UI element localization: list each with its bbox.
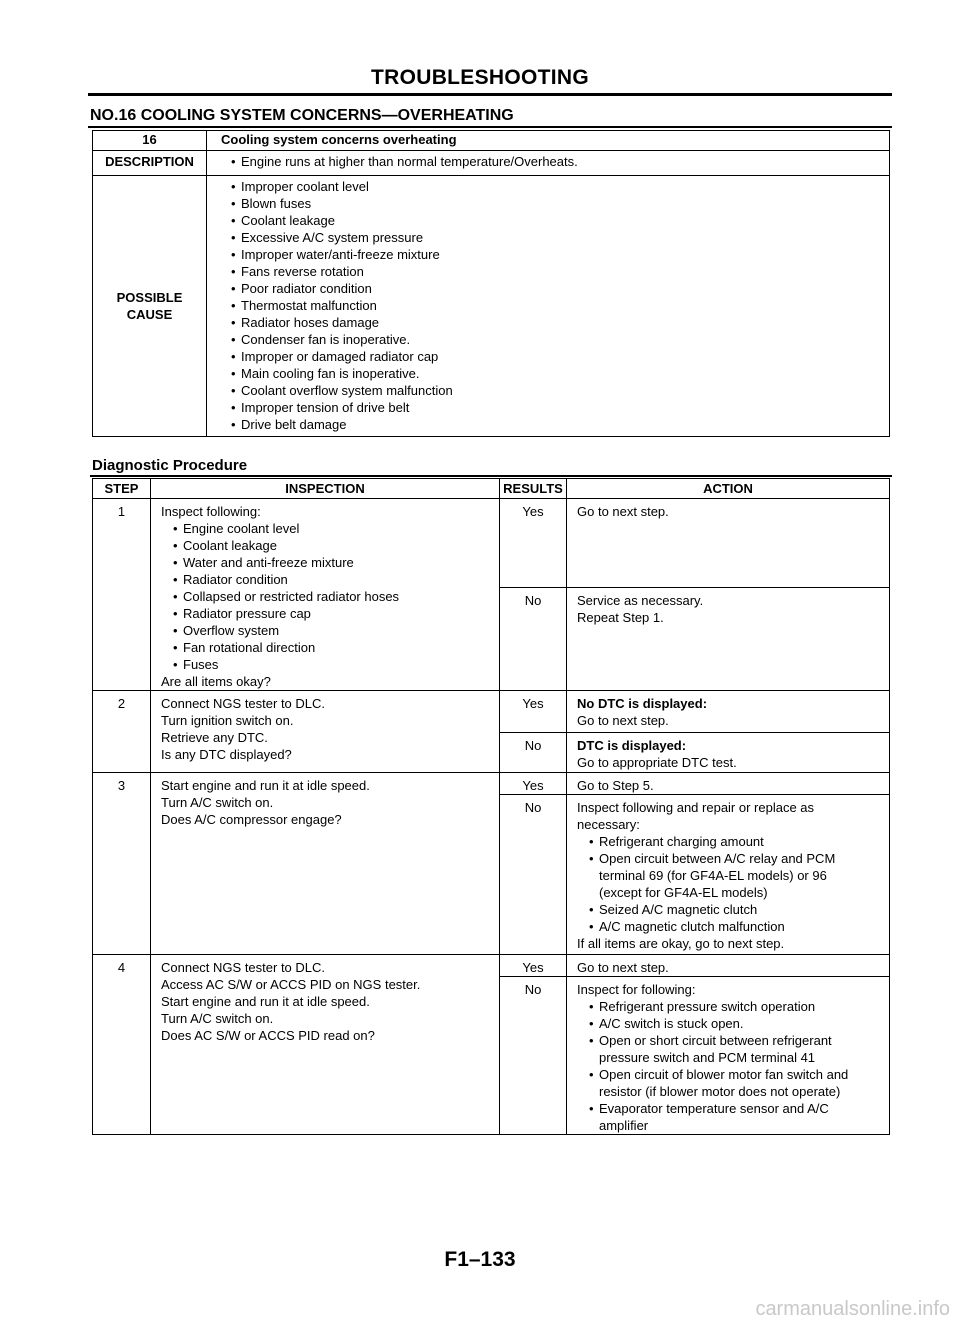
step-4-no-action: [567, 977, 890, 1135]
step-1-yes: Yes: [500, 499, 567, 588]
step-1-no-action-line: Service as necessary.: [577, 592, 704, 608]
step-4-no-item-cont: pressure switch and PCM terminal 41: [599, 1050, 816, 1065]
title-rule: [88, 93, 892, 96]
step-2-line: Connect NGS tester to DLC.: [161, 696, 326, 711]
possible-cause-label-1: POSSIBLE: [116, 290, 183, 305]
step-1-no-action: [567, 587, 890, 690]
step-1-no-action-line: Repeat Step 1.: [577, 609, 664, 625]
step-4-no-intro: Inspect for following:: [577, 982, 696, 997]
step-2-yes-text: Go to next step.: [577, 713, 669, 728]
step-3-no: No: [500, 795, 567, 955]
step-4-no-item: • Refrigerant pressure switch operation: [577, 998, 889, 1015]
step-2-no-bold: DTC is displayed:: [577, 738, 687, 753]
diagnostic-table: [92, 478, 890, 1135]
step-1-item: • Overflow system: [161, 622, 499, 639]
summary-number: 16: [93, 131, 207, 151]
step-4-no-item: • Evaporator temperature sensor and A/C: [577, 1100, 889, 1117]
description-label: DESCRIPTION: [93, 151, 207, 176]
diagnostic-rule: [90, 475, 892, 477]
step-2-line: Retrieve any DTC.: [161, 730, 268, 745]
step-2-no-action: [567, 733, 890, 773]
cause-item: • Radiator hoses damage: [221, 314, 889, 331]
step-3-line: Turn A/C switch on.: [161, 795, 274, 810]
step-1-item: • Engine coolant level: [161, 520, 499, 537]
step-1-intro: Inspect following:: [161, 504, 261, 519]
summary-table: [92, 130, 890, 437]
step-2-number: 2: [93, 691, 151, 773]
step-2-no-text: Go to appropriate DTC test.: [577, 755, 737, 770]
step-3-yes-action: Go to Step 5.: [567, 773, 890, 795]
step-1-item: • Fuses: [161, 656, 499, 673]
step-1-item: • Radiator pressure cap: [161, 605, 499, 622]
step-3-number: 3: [93, 773, 151, 955]
cause-item: • Excessive A/C system pressure: [221, 229, 889, 246]
step-4-line: Start engine and run it at idle speed.: [161, 994, 370, 1009]
step-3-no-item: • Refrigerant charging amount: [577, 833, 889, 850]
step-1-item: • Fan rotational direction: [161, 639, 499, 656]
step-3-yes: Yes: [500, 773, 567, 795]
step-2-inspection: [151, 691, 500, 773]
page-number: F1–133: [444, 1248, 516, 1271]
step-1-yes-action: Go to next step.: [567, 499, 890, 588]
step-1-question: Are all items okay?: [161, 674, 271, 689]
cause-item: • Poor radiator condition: [221, 280, 889, 297]
cause-item: • Condenser fan is inoperative.: [221, 331, 889, 348]
step-4-no-item: • Open circuit of blower motor fan switch and: [577, 1066, 889, 1083]
diagnostic-title: Diagnostic Procedure: [92, 457, 248, 474]
step-1-no: No: [500, 587, 567, 690]
step-2-no-heading: [577, 737, 889, 754]
step-4-line: Connect NGS tester to DLC.: [161, 960, 326, 975]
step-1-number: 1: [93, 499, 151, 691]
step-1-item: • Coolant leakage: [161, 537, 499, 554]
step-2-yes-heading: [577, 695, 889, 712]
step-3-no-intro: Inspect following and repair or replace as: [577, 800, 815, 815]
cause-item: • Blown fuses: [221, 195, 889, 212]
step-4-number: 4: [93, 955, 151, 1135]
cause-item: • Coolant leakage: [221, 212, 889, 229]
step-4-no-item-cont: resistor (if blower motor does not operate): [599, 1084, 841, 1099]
header-step: STEP: [93, 479, 151, 499]
step-2-yes: Yes: [500, 691, 567, 733]
section-rule: [88, 126, 892, 128]
step-3-no-item: • A/C magnetic clutch malfunction: [577, 918, 889, 935]
watermark[interactable]: carmanualsonline.info: [755, 1298, 950, 1320]
step-1-item: • Radiator condition: [161, 571, 499, 588]
step-1-item: • Collapsed or restricted radiator hoses: [161, 588, 499, 605]
step-2-yes-action: [567, 691, 890, 733]
step-3-no-outro: If all items are okay, go to next step.: [577, 936, 785, 951]
step-4-line: Access AC S/W or ACCS PID on NGS tester.: [161, 977, 421, 992]
step-4-yes-action: Go to next step.: [567, 955, 890, 977]
cause-item: • Fans reverse rotation: [221, 263, 889, 280]
step-3-no-action: [567, 795, 890, 955]
step-3-no-item-cont: (except for GF4A-EL models): [599, 885, 768, 900]
step-3-line: Does A/C compressor engage?: [161, 812, 342, 827]
cause-item: • Drive belt damage: [221, 416, 889, 433]
summary-heading: Cooling system concerns overheating: [207, 131, 890, 151]
step-4-no: No: [500, 977, 567, 1135]
step-4-no-item-cont: amplifier: [599, 1118, 649, 1133]
description-text: • Engine runs at higher than normal temperature/Overheats.: [221, 151, 889, 173]
cause-item: • Thermostat malfunction: [221, 297, 889, 314]
step-2-line: Turn ignition switch on.: [161, 713, 294, 728]
cause-item: • Improper coolant level: [221, 178, 889, 195]
possible-cause-label-2: CAUSE: [126, 307, 173, 322]
step-4-no-item: • A/C switch is stuck open.: [577, 1015, 889, 1032]
cause-item: • Coolant overflow system malfunction: [221, 382, 889, 399]
cause-item: • Main cooling fan is inoperative.: [221, 365, 889, 382]
step-2-yes-bold: No DTC is displayed:: [577, 696, 708, 711]
page-title: TROUBLESHOOTING: [371, 66, 589, 89]
step-4-line: Turn A/C switch on.: [161, 1011, 274, 1026]
possible-cause-list: [207, 176, 890, 437]
step-3-no-item-cont: terminal 69 (for GF4A-EL models) or 96: [599, 868, 827, 883]
cause-item: • Improper tension of drive belt: [221, 399, 889, 416]
step-4-line: Does AC S/W or ACCS PID read on?: [161, 1028, 375, 1043]
step-3-no-intro: necessary:: [577, 817, 640, 832]
step-3-no-item: • Seized A/C magnetic clutch: [577, 901, 889, 918]
step-3-no-item: • Open circuit between A/C relay and PCM: [577, 850, 889, 867]
step-2-no: No: [500, 733, 567, 773]
step-4-yes: Yes: [500, 955, 567, 977]
step-2-line: Is any DTC displayed?: [161, 747, 292, 762]
step-1-item: • Water and anti-freeze mixture: [161, 554, 499, 571]
header-inspection: INSPECTION: [151, 479, 500, 499]
step-1-inspection: [151, 499, 500, 691]
section-title: NO.16 COOLING SYSTEM CONCERNS—OVERHEATING: [90, 107, 514, 124]
step-4-inspection: [151, 955, 500, 1135]
possible-cause-label: [93, 176, 207, 437]
step-3-line: Start engine and run it at idle speed.: [161, 778, 370, 793]
header-action: ACTION: [567, 479, 890, 499]
header-results: RESULTS: [500, 479, 567, 499]
description-cell: [207, 151, 890, 176]
step-3-inspection: [151, 773, 500, 955]
cause-item: • Improper or damaged radiator cap: [221, 348, 889, 365]
step-4-no-item: • Open or short circuit between refrigerant: [577, 1032, 889, 1049]
cause-item: • Improper water/anti-freeze mixture: [221, 246, 889, 263]
